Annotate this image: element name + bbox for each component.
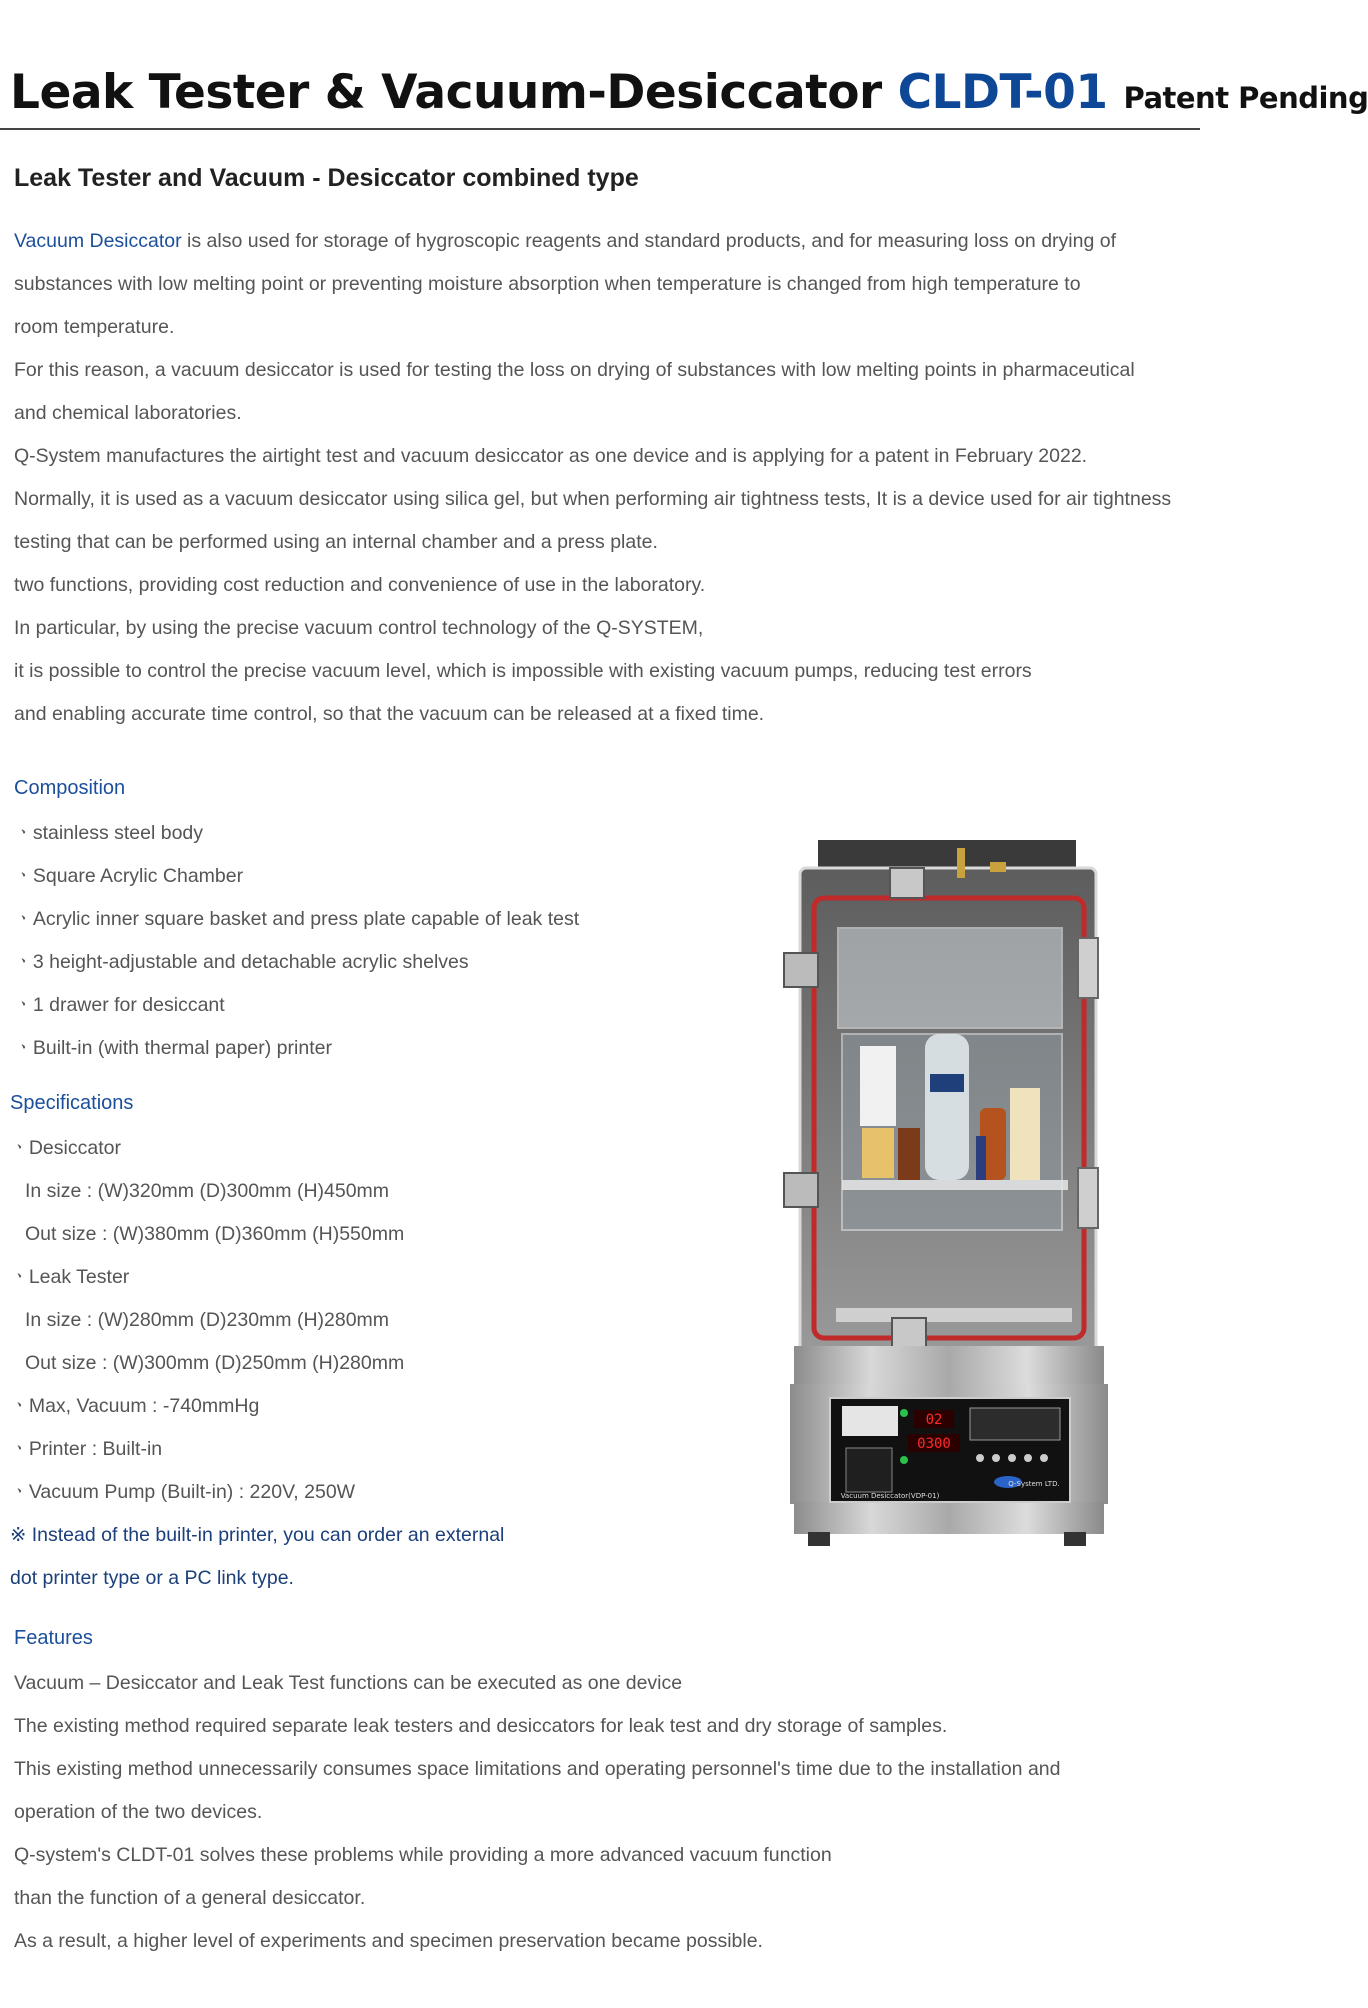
composition-item: ㆍAcrylic inner square basket and press plate capable of leak test bbox=[14, 908, 580, 930]
model-name: CLDT-01 bbox=[897, 65, 1108, 120]
intro-highlight: Vacuum Desiccator bbox=[14, 230, 182, 252]
patent-pending-badge: Patent Pending bbox=[1123, 81, 1368, 115]
intro-line: Q-System manufactures the airtight test and vacuum desiccator as one device and is applying for a patent in February 2022. bbox=[14, 445, 1088, 467]
intro-line: room temperature. bbox=[14, 316, 175, 338]
intro-line: In particular, by using the precise vacuum control technology of the Q-SYSTEM, bbox=[14, 617, 704, 639]
panel-label: Vacuum Desiccator(VDP-01) bbox=[840, 1492, 940, 1500]
display-bottom: 0300 bbox=[917, 1436, 951, 1452]
specifications-list bbox=[10, 1127, 504, 1600]
composition-heading: Composition bbox=[14, 777, 126, 799]
intro-line: it is possible to control the precise vacuum level, which is impossible with existing vacuum pumps, reducing test errors bbox=[14, 660, 1032, 682]
intro-line: Normally, it is used as a vacuum desiccator using silica gel, but when performing air tightness tests, It is a device used for air tightness bbox=[14, 488, 1172, 510]
title-text: Leak Tester & Vacuum-Desiccator bbox=[10, 65, 898, 120]
features-list bbox=[14, 1662, 1060, 1963]
composition-item: ㆍSquare Acrylic Chamber bbox=[14, 865, 244, 887]
spec-note: dot printer type or a PC link type. bbox=[10, 1567, 294, 1589]
header-divider bbox=[0, 128, 1200, 130]
spec-printer: ㆍPrinter : Built-in bbox=[10, 1438, 163, 1460]
features-line: Vacuum – Desiccator and Leak Test functions can be executed as one device bbox=[14, 1672, 683, 1694]
features-line: Q-system's CLDT-01 solves these problems while providing a more advanced vacuum function bbox=[14, 1844, 832, 1866]
features-line: than the function of a general desiccator. bbox=[14, 1887, 366, 1909]
page-title bbox=[10, 65, 1368, 120]
features-line: The existing method required separate leak testers and desiccators for leak test and dry storage of samples. bbox=[14, 1715, 948, 1737]
specifications-heading: Specifications bbox=[10, 1092, 134, 1114]
composition-item: ㆍBuilt-in (with thermal paper) printer bbox=[14, 1037, 332, 1059]
intro-text: is also used for storage of hygroscopic reagents and standard products, and for measuring loss on drying of bbox=[181, 230, 1116, 252]
features-line: This existing method unnecessarily consumes space limitations and operating personnel's time due to the installation and bbox=[14, 1758, 1061, 1780]
spec-max-vacuum: ㆍMax, Vacuum : -740mmHg bbox=[10, 1395, 260, 1417]
intro-line: substances with low melting point or preventing moisture absorption when temperature is changed from high temperature to bbox=[14, 273, 1081, 295]
spec-leak-tester: ㆍLeak Tester bbox=[10, 1266, 130, 1288]
page-header bbox=[10, 65, 1368, 120]
intro-paragraph bbox=[14, 220, 1184, 736]
display-top: 02 bbox=[925, 1412, 943, 1428]
intro-line: For this reason, a vacuum desiccator is used for testing the loss on drying of substances with low melting points in pharmaceutical bbox=[14, 359, 1135, 381]
spec-leak-out-size: Out size : (W)300mm (D)250mm (H)280mm bbox=[25, 1352, 405, 1374]
composition-list bbox=[14, 812, 579, 1070]
spec-vacuum-pump: ㆍVacuum Pump (Built-in) : 220V, 250W bbox=[10, 1481, 356, 1503]
spec-desiccator-in-size: In size : (W)320mm (D)300mm (H)450mm bbox=[25, 1180, 390, 1202]
spec-leak-in-size: In size : (W)280mm (D)230mm (H)280mm bbox=[25, 1309, 390, 1331]
composition-item: ㆍ3 height-adjustable and detachable acrylic shelves bbox=[14, 951, 469, 973]
spec-note: ※ Instead of the built-in printer, you can order an external bbox=[10, 1524, 505, 1546]
spec-desiccator-out-size: Out size : (W)380mm (D)360mm (H)550mm bbox=[25, 1223, 405, 1245]
intro-line: two functions, providing cost reduction and convenience of use in the laboratory. bbox=[14, 574, 706, 596]
composition-item: ㆍstainless steel body bbox=[14, 822, 204, 844]
intro-line: and chemical laboratories. bbox=[14, 402, 242, 424]
product-image bbox=[780, 838, 1116, 1558]
intro-line: testing that can be performed using an internal chamber and a press plate. bbox=[14, 531, 658, 553]
features-line: operation of the two devices. bbox=[14, 1801, 263, 1823]
brand-label: Q-System LTD. bbox=[1008, 1480, 1060, 1488]
subtitle: Leak Tester and Vacuum - Desiccator combined type bbox=[14, 164, 639, 192]
features-heading: Features bbox=[14, 1627, 93, 1649]
spec-desiccator: ㆍDesiccator bbox=[10, 1137, 121, 1159]
intro-line: and enabling accurate time control, so that the vacuum can be released at a fixed time. bbox=[14, 703, 765, 725]
features-line: As a result, a higher level of experiments and specimen preservation became possible. bbox=[14, 1930, 763, 1952]
composition-item: ㆍ1 drawer for desiccant bbox=[14, 994, 225, 1016]
intro-line bbox=[14, 220, 1184, 263]
